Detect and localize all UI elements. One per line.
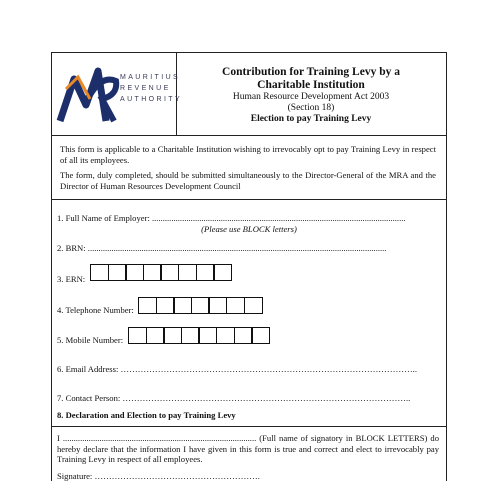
ern-boxes[interactable] xyxy=(90,264,232,281)
mobile-boxes[interactable] xyxy=(128,327,270,344)
logo-text-line: MAURITIUS xyxy=(120,74,181,81)
form-header xyxy=(52,53,446,136)
digit-box[interactable] xyxy=(156,297,175,314)
ern-label: 3. ERN: xyxy=(57,274,86,284)
digit-box[interactable] xyxy=(128,327,147,344)
logo-text-line: AUTHORITY xyxy=(120,96,183,103)
employer-name-hint: (Please use BLOCK letters) xyxy=(201,224,297,234)
digit-box[interactable] xyxy=(234,327,253,344)
title-block xyxy=(176,53,446,125)
digit-box[interactable] xyxy=(226,297,245,314)
digit-box[interactable] xyxy=(160,264,179,281)
form-subtitle: Election to pay Training Levy xyxy=(250,114,372,124)
mobile-label: 5. Mobile Number: xyxy=(57,335,124,345)
contact-person-field[interactable]: 7. Contact Person: ……………………………………………………………………………………….. xyxy=(57,393,411,403)
digit-box[interactable] xyxy=(196,264,215,281)
digit-box[interactable] xyxy=(178,264,197,281)
digit-box[interactable] xyxy=(198,327,217,344)
digit-box[interactable] xyxy=(138,297,157,314)
act-reference: Human Resource Development Act 2003 xyxy=(232,92,390,102)
digit-box[interactable] xyxy=(191,297,210,314)
intro-section xyxy=(52,136,446,200)
digit-box[interactable] xyxy=(251,327,270,344)
email-field[interactable]: 6. Email Address: ………………………………………………………………………………………….. xyxy=(57,364,417,374)
form-title xyxy=(176,66,446,92)
brn-field[interactable]: 2. BRN: ........................................................................................................................................... xyxy=(57,243,387,253)
intro-paragraph: The form, duly completed, should be submitted simultaneously to the Director-General of the MRA and the Director of Human Resources Development Council xyxy=(60,170,436,191)
digit-box[interactable] xyxy=(181,327,200,344)
telephone-boxes[interactable] xyxy=(138,297,263,314)
declaration-heading: 8. Declaration and Election to pay Training Levy xyxy=(57,410,236,420)
form-title-line: Charitable Institution xyxy=(257,79,365,91)
signature-field[interactable]: Signature: …………………………………………………. xyxy=(57,471,260,481)
form-page xyxy=(51,52,447,481)
digit-box[interactable] xyxy=(108,264,127,281)
mra-logo xyxy=(52,53,183,135)
telephone-label: 4. Telephone Number: xyxy=(57,305,134,315)
digit-box[interactable] xyxy=(208,297,227,314)
digit-box[interactable] xyxy=(90,264,109,281)
digit-box[interactable] xyxy=(216,327,235,344)
declaration-text: I .......................................................................................... (Full name of signatory in BLOCK LETTERS) do hereby declare that the information I have given in this form is true and correct and elect to irrevocably pay Training Levy in respect of all employees. xyxy=(57,433,439,465)
digit-box[interactable] xyxy=(173,297,192,314)
intro-paragraph: This form is applicable to a Charitable Institution wishing to irrevocably opt to pay Training Levy in respect of all its employees. xyxy=(60,144,436,165)
digit-box[interactable] xyxy=(213,264,232,281)
employer-name-field[interactable]: 1. Full Name of Employer: ...................................................................................................................... xyxy=(57,213,406,223)
logo-text-line: REVENUE xyxy=(120,85,171,92)
mra-logo-icon xyxy=(56,65,120,123)
form-title-line: Contribution for Training Levy by a xyxy=(222,66,400,78)
declaration-heading-row xyxy=(52,406,446,427)
digit-box[interactable] xyxy=(146,327,165,344)
digit-box[interactable] xyxy=(163,327,182,344)
digit-box[interactable] xyxy=(125,264,144,281)
section-reference: (Section 18) xyxy=(287,103,335,113)
digit-box[interactable] xyxy=(244,297,263,314)
digit-box[interactable] xyxy=(143,264,162,281)
logo-text xyxy=(120,72,182,105)
